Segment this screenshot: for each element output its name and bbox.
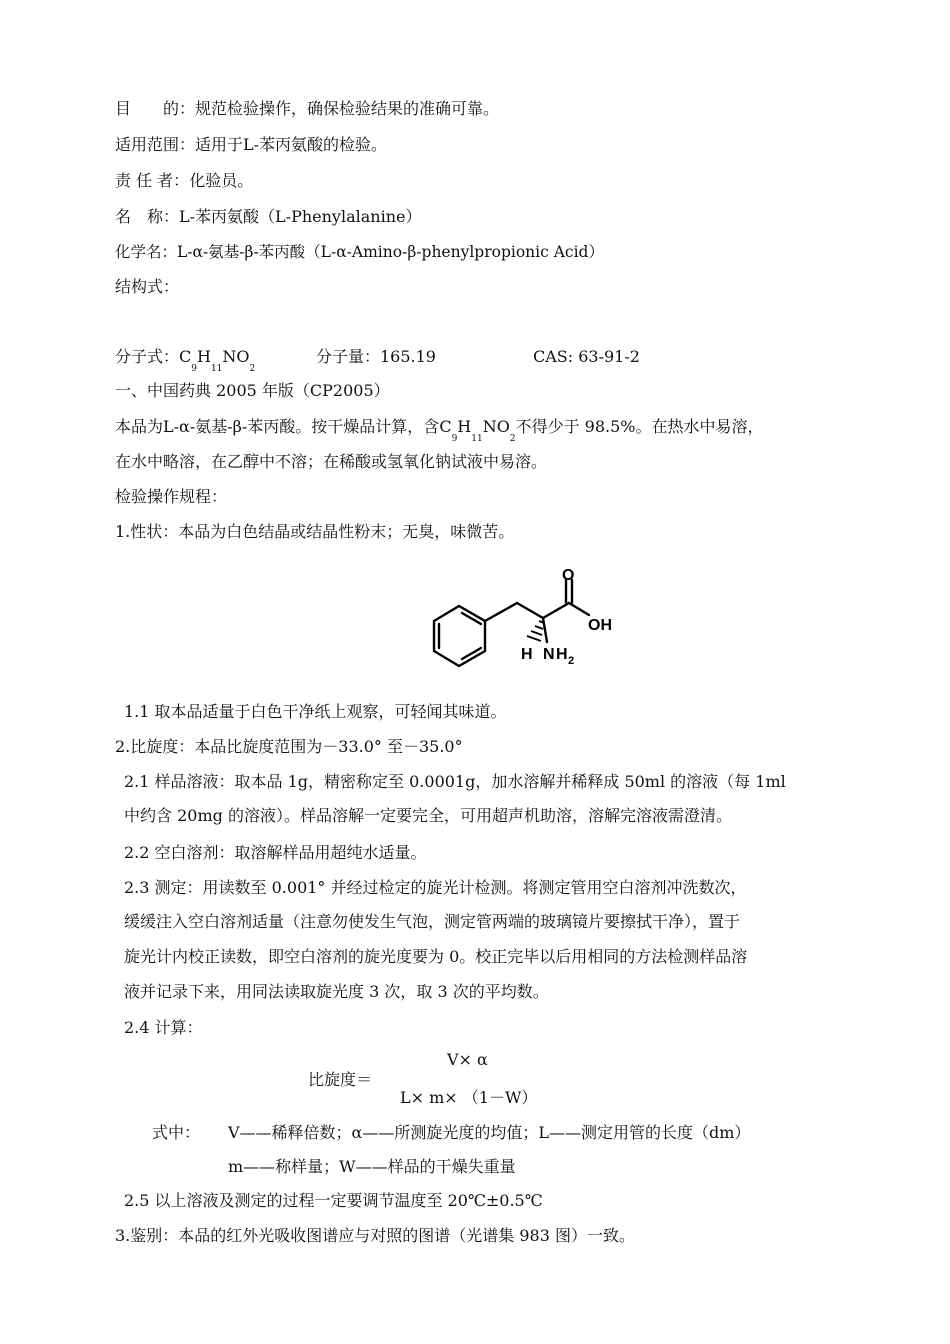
nitrogen-label: N xyxy=(543,646,555,663)
where-line-2: m——称样量；W——样品的干燥失重量 xyxy=(228,1157,516,1176)
purpose-line xyxy=(115,98,499,120)
structure-label: 结构式： xyxy=(115,277,180,296)
scope-text: 适用于L-苯丙氨酸的检验。 xyxy=(195,135,388,154)
name-label: 名 称： xyxy=(115,207,180,226)
responsible-text: 化验员。 xyxy=(189,171,254,190)
oxygen-label: O xyxy=(562,567,575,584)
item-2-1-line-1: 2.1 样品溶液：取本品 1g，精密称定至 0.0001g，加水溶解并稀释成 50ml 的溶液（每 1ml xyxy=(124,772,786,791)
scope-line xyxy=(115,134,387,156)
phenylalanine-structure xyxy=(425,566,625,676)
item-2-3-line-3: 旋光计内校正读数，即空白溶剂的旋光度要为 0。校正完毕以后用相同的方法检测样品溶 xyxy=(124,947,748,966)
alpha-bond xyxy=(517,603,543,618)
where-line-1: V——稀释倍数；α——所测旋光度的均值；L——测定用管的长度（dm） xyxy=(228,1123,751,1142)
mf-label: 分子式： xyxy=(115,347,180,366)
chemical-name-line xyxy=(115,241,604,263)
intro-mf-no: NO xyxy=(482,417,510,436)
mf-no: NO xyxy=(222,347,250,366)
mf-h: H xyxy=(197,347,211,366)
hydroxyl-label: OH xyxy=(588,617,612,634)
molecular-weight: 分子量：165.19 xyxy=(316,347,436,366)
chem-label: 化学名： xyxy=(115,243,178,261)
mf-sub-2: 2 xyxy=(249,364,256,374)
procedures-label: 检验操作规程： xyxy=(115,487,228,506)
intro-mf-sub-11: 11 xyxy=(471,434,483,444)
carboxyl-bond xyxy=(543,603,569,618)
scope-label: 适用范围： xyxy=(115,135,196,154)
name-text: L-苯丙氨酸（L-Phenylalanine） xyxy=(179,207,422,226)
mf-sub-11: 11 xyxy=(210,364,223,374)
hydrogen-label: H xyxy=(521,646,533,663)
item-2-3-line-1: 2.3 测定：用读数至 0.001° 并经过检定的旋光计检测。将测定管用空白溶剂冲洗数次， xyxy=(124,878,747,897)
item-2-3-line-4: 液并记录下来，用同法读取旋光度 3 次，取 3 次的平均数。 xyxy=(124,982,549,1001)
purpose-label: 目 的： xyxy=(115,99,196,118)
calc-numerator: V× α xyxy=(447,1050,488,1069)
intro-text-a: 本品为L-α-氨基-β-苯丙酸。按干燥品计算，含 xyxy=(115,417,440,436)
name-line xyxy=(115,206,421,228)
n-bond xyxy=(543,618,547,642)
purpose-text: 规范检验操作，确保检验结果的准确可靠。 xyxy=(195,99,500,118)
ch2-bond xyxy=(485,603,517,621)
intro-text-b: 不得少于 98.5%。在热水中易溶， xyxy=(515,417,764,436)
ring-double-bond xyxy=(462,613,481,624)
calc-denominator: L× m× （1－W） xyxy=(400,1088,538,1107)
benzene-ring xyxy=(434,606,485,666)
mf-c: C xyxy=(179,347,192,366)
intro-mf-h: H xyxy=(457,417,472,436)
chem-text: L-α-氨基-β-苯丙酸（L-α-Amino-β-phenylpropionic Acid） xyxy=(177,243,604,261)
item-2-3-line-2: 缓缓注入空白溶剂适量（注意勿使发生气泡，测定管两端的玻璃镜片要擦拭干净），置于 xyxy=(124,912,741,931)
calc-lhs: 比旋度＝ xyxy=(308,1070,373,1089)
amine-h-label: H xyxy=(556,646,568,663)
item-1-1: 1.1 取本品适量于白色干净纸上观察，可轻闻其味道。 xyxy=(124,702,507,721)
item-3-identification: 3.鉴别：本品的红外光吸收图谱应与对照的图谱（光谱集 983 图）一致。 xyxy=(115,1226,635,1245)
section-title: 一、中国药典 2005 年版（CP2005） xyxy=(115,381,390,400)
where-label: 式中： xyxy=(152,1123,201,1142)
intro-mf-sub-9: 9 xyxy=(451,434,458,444)
molecular-formula-line xyxy=(115,346,256,374)
amine-subscript: 2 xyxy=(568,655,575,667)
intro-line-2: 在水中略溶，在乙醇中不溶；在稀酸或氢氧化钠试液中易溶。 xyxy=(115,452,548,471)
intro-line-1 xyxy=(115,416,764,444)
item-2-5: 2.5 以上溶液及测定的过程一定要调节温度至 20℃±0.5℃ xyxy=(124,1191,543,1210)
responsible-label: 责 任 者： xyxy=(115,171,190,190)
intro-mf-sub-2: 2 xyxy=(509,434,516,444)
c-oh-bond xyxy=(569,603,589,615)
item-1-appearance: 1.性状：本品为白色结晶或结晶性粉末；无臭，味微苦。 xyxy=(115,522,515,541)
item-2-4: 2.4 计算： xyxy=(124,1018,203,1037)
intro-mf-c: C xyxy=(439,417,452,436)
ring-double-bond xyxy=(462,648,481,659)
item-2-1-line-2: 中约含 20mg 的溶液）。样品溶解一定要完全，可用超声机助溶，溶解完溶液需澄清。 xyxy=(124,806,732,825)
item-2-2: 2.2 空白溶剂：取溶解样品用超纯水适量。 xyxy=(124,843,427,862)
responsible-line xyxy=(115,170,253,192)
mf-sub-9: 9 xyxy=(191,364,197,374)
cas-number: CAS: 63-91-2 xyxy=(533,347,640,366)
hashed-wedge xyxy=(527,621,544,641)
item-2-specific-rotation: 2.比旋度：本品比旋度范围为－33.0° 至－35.0° xyxy=(115,737,463,756)
